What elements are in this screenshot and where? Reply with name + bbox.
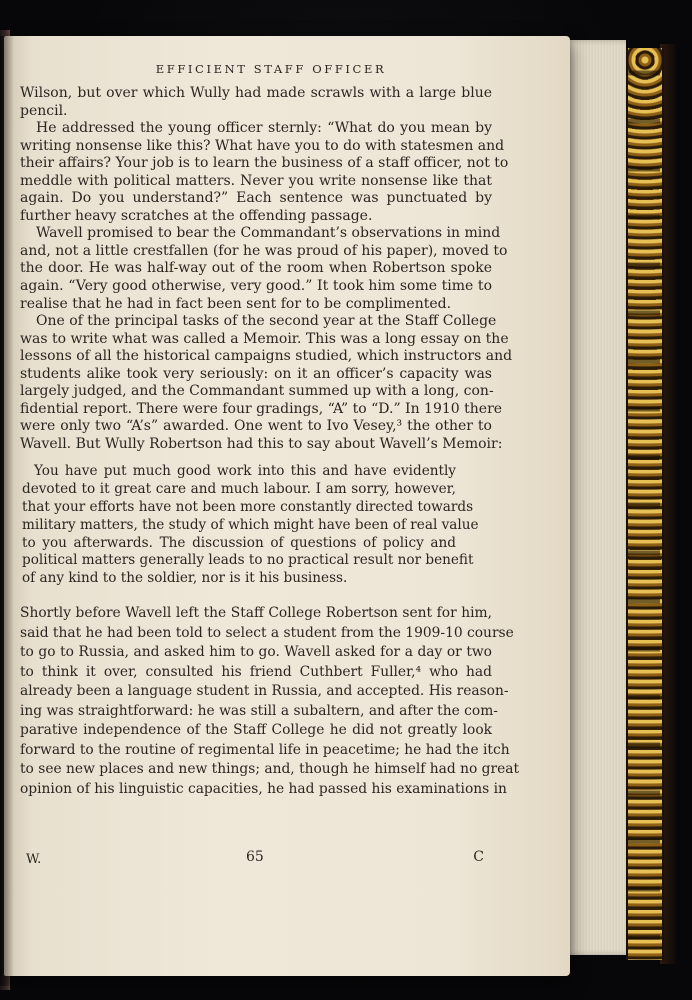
quote-line: to you afterwards. The discussion of questions of policy and <box>22 534 456 551</box>
text-line: realise that he had in fact been sent for to be complimented. <box>20 295 452 312</box>
text-line: again. Do you understand?” Each sentence was punctuated by <box>20 190 492 207</box>
text-line: Wavell promised to bear the Commandant’s observations in mind <box>36 225 501 242</box>
page-text-block <box>20 62 520 799</box>
text-line: Shortly before Wavell left the Staff College Robertson sent for him, <box>20 605 492 622</box>
spine-shadow <box>0 36 14 986</box>
quote-line: devoted to it great care and much labour. I am sorry, however, <box>22 481 456 498</box>
text-line: Wavell. But Wully Robertson had this to say about Wavell’s Memoir: <box>20 435 503 452</box>
text-line: further heavy scratches at the offending passage. <box>20 207 373 224</box>
text-line: ing was straightforward: he was still a subaltern, and after the com- <box>20 702 498 719</box>
text-line: to go to Russia, and asked him to go. Wavell asked for a day or two <box>20 644 492 661</box>
text-line: already been a language student in Russia, and accepted. His reason- <box>20 683 509 700</box>
text-line: pencil. <box>20 102 68 119</box>
text-line: Wilson, but over which Wully had made scrawls with a large blue <box>20 85 492 101</box>
quote-line: that your efforts have not been more constantly directed towards <box>22 499 474 516</box>
text-line: the door. He was half-way out of the room when Robertson spoke <box>20 260 492 277</box>
text-line: students alike took very seriously: on it an officer’s capacity was <box>20 365 492 382</box>
text-line: One of the principal tasks of the second year at the Staff College <box>36 313 497 330</box>
text-line: again. “Very good otherwise, very good.” It took him some time to <box>20 278 492 295</box>
gathering-mark: C <box>473 849 484 865</box>
paragraph <box>20 604 520 799</box>
running-head: EFFICIENT STAFF OFFICER <box>155 62 387 76</box>
text-line: was to write what was called a Memoir. This was a long essay on the <box>20 330 509 347</box>
text-line: largely judged, and the Commandant summed up with a long, con- <box>20 383 494 400</box>
quote-line: You have put much good work into this and have evidently <box>34 463 456 480</box>
text-line: forward to the routine of regimental life in peacetime; he had the itch <box>20 741 510 758</box>
paragraph <box>20 120 509 225</box>
paragraph <box>20 313 513 453</box>
text-line: and, not a little crestfallen (for he was proud of his paper), moved to <box>20 242 508 259</box>
text-line: were only two “A’s” awarded. One went to Ivo Vesey,³ the other to <box>20 418 492 435</box>
signature-mark: W. <box>26 852 42 867</box>
text-line: their affairs? Your job is to learn the business of a staff officer, not to <box>20 155 509 172</box>
text-line: to see new places and new things; and, though he himself had no great <box>20 761 520 778</box>
quote-line: political matters generally leads to no practical result nor benefit <box>22 552 474 569</box>
text-line: to think it over, consulted his friend Cuthbert Fuller,⁴ who had <box>20 663 492 680</box>
gilt-ornament-pattern <box>626 48 660 960</box>
text-line: meddle with political matters. Never you write nonsense like that <box>20 172 492 189</box>
paragraph <box>20 85 492 120</box>
text-line: He addressed the young officer sternly: “What do you mean by <box>36 120 492 137</box>
text-line: writing nonsense like this? What have you to do with statesmen and <box>20 137 505 154</box>
paragraph <box>20 225 508 313</box>
block-quote <box>20 463 479 588</box>
quote-line: military matters, the study of which might have been of real value <box>22 516 479 533</box>
page-number: 65 <box>246 849 264 865</box>
page-block-edges <box>566 40 626 955</box>
text-line: said that he had been told to select a student from the 1909-10 course <box>20 624 514 641</box>
text-line: fidential report. There were four gradings, “A” to “D.” In 1910 there <box>20 400 503 417</box>
text-line: opinion of his linguistic capacities, he had passed his examinations in <box>20 780 507 797</box>
text-line: lessons of all the historical campaigns studied, which instructors and <box>20 348 513 365</box>
quote-line: of any kind to the soldier, nor is it his business. <box>22 570 348 587</box>
text-line: parative independence of the Staff College he did not greatly look <box>20 722 492 739</box>
